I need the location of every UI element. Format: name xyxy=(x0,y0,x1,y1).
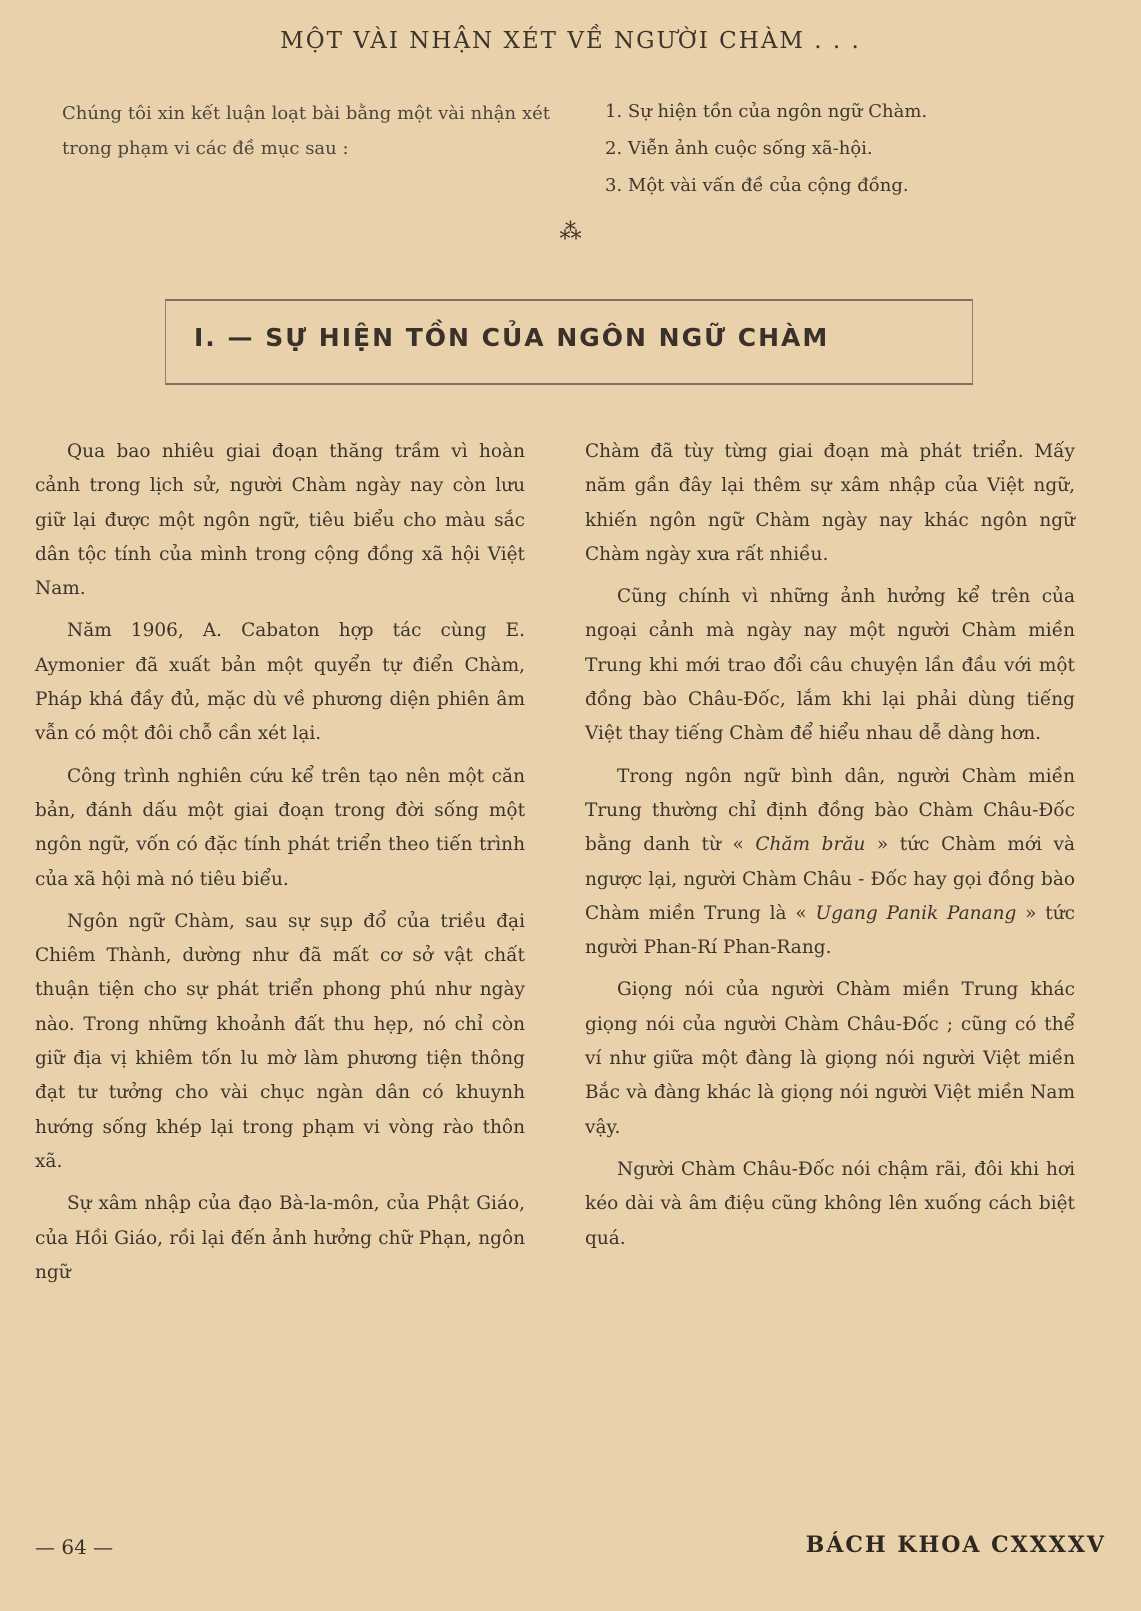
paragraph: Giọng nói của người Chàm miền Trung khác giọng nói của người Chàm Châu-Đốc ; cũng có thể ví như giữa một đàng là giọng nói người Việt miền Bắc và đàng khác là giọng nói người Việt miền Nam vậy. xyxy=(585,979,1075,1138)
text-run: » tức người Phan-Rí Phan-Rang. xyxy=(585,902,1075,959)
running-head: MỘT VÀI NHẬN XÉT VỀ NGƯỜI CHÀM . . . xyxy=(280,28,861,54)
section-heading-box xyxy=(165,299,973,385)
intro-paragraph: Chúng tôi xin kết luận loạt bài bằng một vài nhận xét trong phạm vi các đề mục sau : xyxy=(62,103,550,159)
right-column xyxy=(585,435,1075,1264)
paragraph: Năm 1906, A. Cabaton hợp tác cùng E. Aymonier đã xuất bản một quyển tự điển Chàm, Pháp khá đầy đủ, mặc dù về phương diện phiên âm vẫn có một đôi chỗ cần xét lại. xyxy=(35,620,525,745)
paragraph: Người Chàm Châu-Đốc nói chậm rãi, đôi khi hơi kéo dài và âm điệu cũng không lên xuống cách biệt quá. xyxy=(585,1158,1075,1249)
cham-term: Chăm brău xyxy=(755,834,866,856)
paragraph: Cũng chính vì những ảnh hưởng kể trên của ngoại cảnh mà ngày nay một người Chàm miền Trung khi mới trao đổi câu chuyện lần đầu với một đồng bào Châu-Đốc, lắm khi lại phải dùng tiếng Việt thay tiếng Chàm để hiểu nhau dễ dàng hơn. xyxy=(585,586,1075,745)
journal-name: BÁCH KHOA CXXXXV xyxy=(805,1532,1106,1558)
page-number: — 64 — xyxy=(35,1535,114,1559)
left-column xyxy=(35,435,525,1298)
topic-list xyxy=(605,93,1105,204)
asterism-divider: ⁂ xyxy=(559,220,582,245)
paragraph-continued: Chàm đã tùy từng giai đoạn mà phát triển. Mấy năm gần đây lại thêm sự xâm nhập của Việt ngữ, khiến ngôn ngữ Chàm ngày nay khác ngôn ngữ Chàm ngày xưa rất nhiều. xyxy=(585,441,1075,565)
paragraph: Công trình nghiên cứu kể trên tạo nên một căn bản, đánh dấu một giai đoạn trong đời sống một ngôn ngữ, vốn có đặc tính phát triển theo tiến trình của xã hội mà nó tiêu biểu. xyxy=(35,765,525,890)
paragraph: Sự xâm nhập của đạo Bà-la-môn, của Phật Giáo, của Hồi Giáo, rồi lại đến ảnh hưởng chữ Phạn, ngôn ngữ xyxy=(35,1193,525,1283)
cham-term: Ugang Panik Panang xyxy=(815,902,1017,924)
text-run: » tức Chàm mới và ngược lại, người Chàm Châu - Đốc hay gọi đồng bào Chàm miền Trung là « xyxy=(585,834,1075,924)
paragraph: Qua bao nhiêu giai đoạn thăng trầm vì hoàn cảnh trong lịch sử, người Chàm ngày nay còn lưu giữ lại được một ngôn ngữ, tiêu biểu cho màu sắc dân tộc tính của mình trong cộng đồng xã hội Việt Nam. xyxy=(35,441,525,600)
topic-item: 2. Viễn ảnh cuộc sống xã-hội. xyxy=(605,138,873,159)
paragraph: Ngôn ngữ Chàm, sau sự sụp đổ của triều đại Chiêm Thành, dường như đã mất cơ sở vật chất thuận tiện cho sự phát triển phong phú như ngày nào. Trong những khoảnh đất thu hẹp, nó chỉ còn giữ địa vị khiêm tốn lu mờ làm phương tiện thông đạt tư tưởng cho vài chục ngàn dân có khuynh hướng sống khép lại trong phạm vi vòng rào thôn xã. xyxy=(35,910,525,1172)
paragraph xyxy=(585,760,1075,966)
topic-item: 3. Một vài vấn đề của cộng đồng. xyxy=(605,175,909,196)
topic-item: 1. Sự hiện tồn của ngôn ngữ Chàm. xyxy=(605,101,928,122)
text-run: Trong ngôn ngữ bình dân, người Chàm miền Trung thường chỉ định đồng bào Chàm Châu-Đốc bằng danh từ « xyxy=(585,765,1075,856)
section-title: I. — SỰ HIỆN TỒN CỦA NGÔN NGỮ CHÀM xyxy=(194,323,830,352)
